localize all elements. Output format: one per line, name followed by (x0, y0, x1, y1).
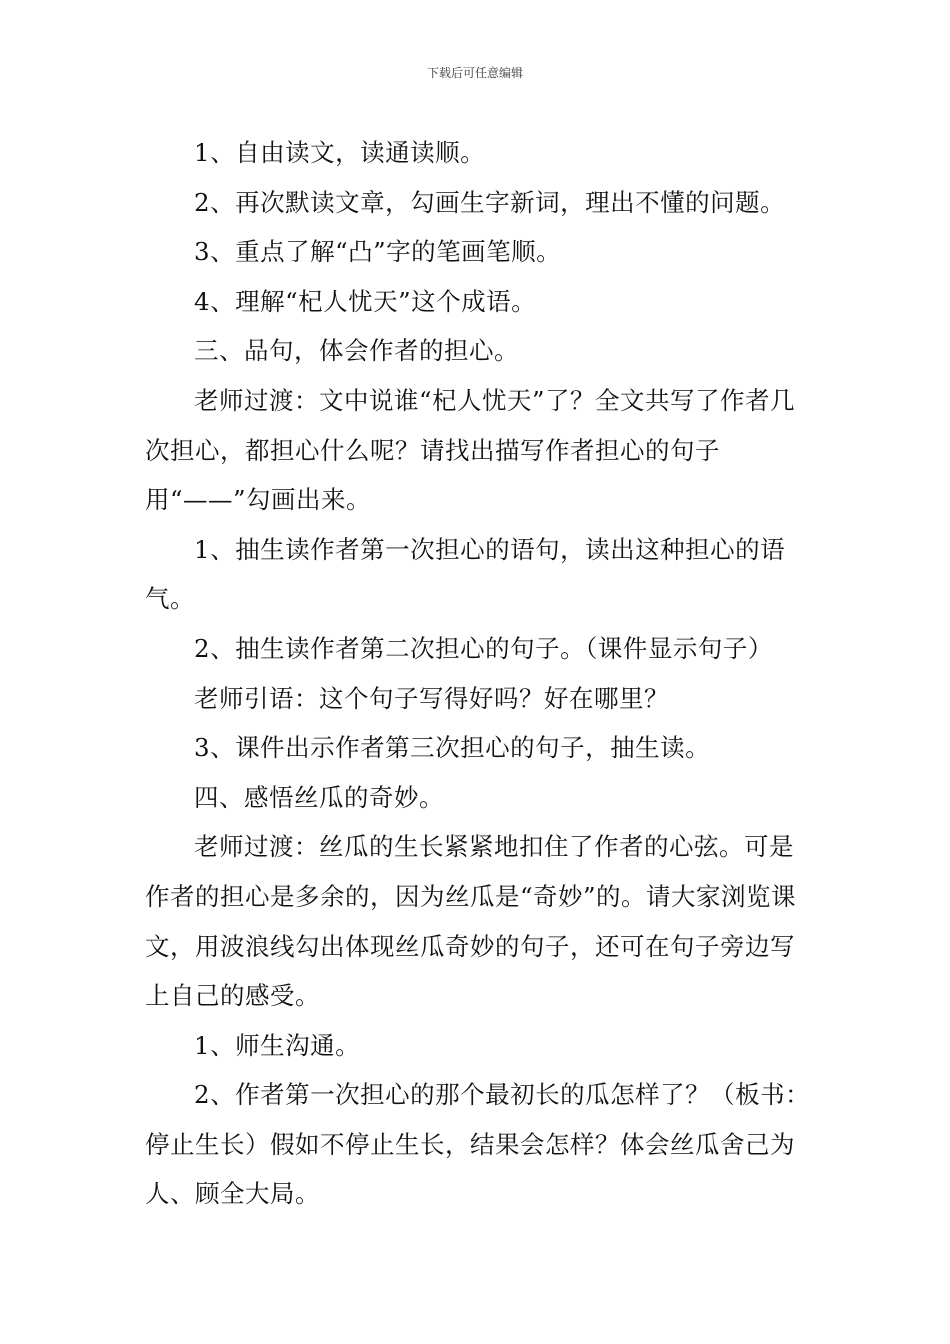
paragraph-4: 4、理解“杞人忧天”这个成语。 (194, 286, 537, 316)
paragraph-2: 2、再次默读文章，勾画生字新词，理出不懂的问题。 (194, 187, 786, 217)
paragraph-1: 1、自由读文，读通读顺。 (194, 138, 486, 167)
paragraph-7: 1、抽生读作者第一次担心的语句，读出这种担心的语气。 (145, 534, 786, 614)
paragraph-12: 老师过渡：丝瓜的生长紧紧地扣住了作者的心弦。可是作者的担心是多余的，因为丝瓜是“奇妙”的。请大家浏览课文，用波浪线勾出体现丝瓜奇妙的句子，还可在句子旁边写上自己的感受。 (145, 832, 797, 1011)
section-heading-3: 三、品句，体会作者的担心。 (194, 336, 519, 366)
paragraph-14: 2、作者第一次担心的那个最初长的瓜怎样了？（板书：停止生长）假如不停止生长，结果会怎样？体会丝瓜舍己为人、顾全大局。 (145, 1080, 811, 1209)
paragraph-8: 2、抽生读作者第二次担心的句子。（课件显示句子） (194, 633, 773, 663)
paragraph-3: 3、重点了解“凸”字的笔画笔顺。 (194, 237, 562, 267)
paragraph-9: 老师引语：这个句子写得好吗？好在哪里？ (194, 683, 669, 713)
page-header: 下载后可任意编辑 (426, 66, 523, 80)
paragraph-13: 1、师生沟通。 (194, 1030, 361, 1060)
section-heading-4: 四、感悟丝瓜的奇妙。 (194, 782, 444, 812)
document-body (145, 128, 815, 1219)
paragraph-6: 老师过渡：文中说谁“杞人忧天”了？全文共写了作者几次担心，都担心什么呢？请找出描写作者担心的句子用“——”勾画出来。 (145, 385, 796, 515)
paragraph-10: 3、课件出示作者第三次担心的句子，抽生读。 (194, 733, 711, 763)
